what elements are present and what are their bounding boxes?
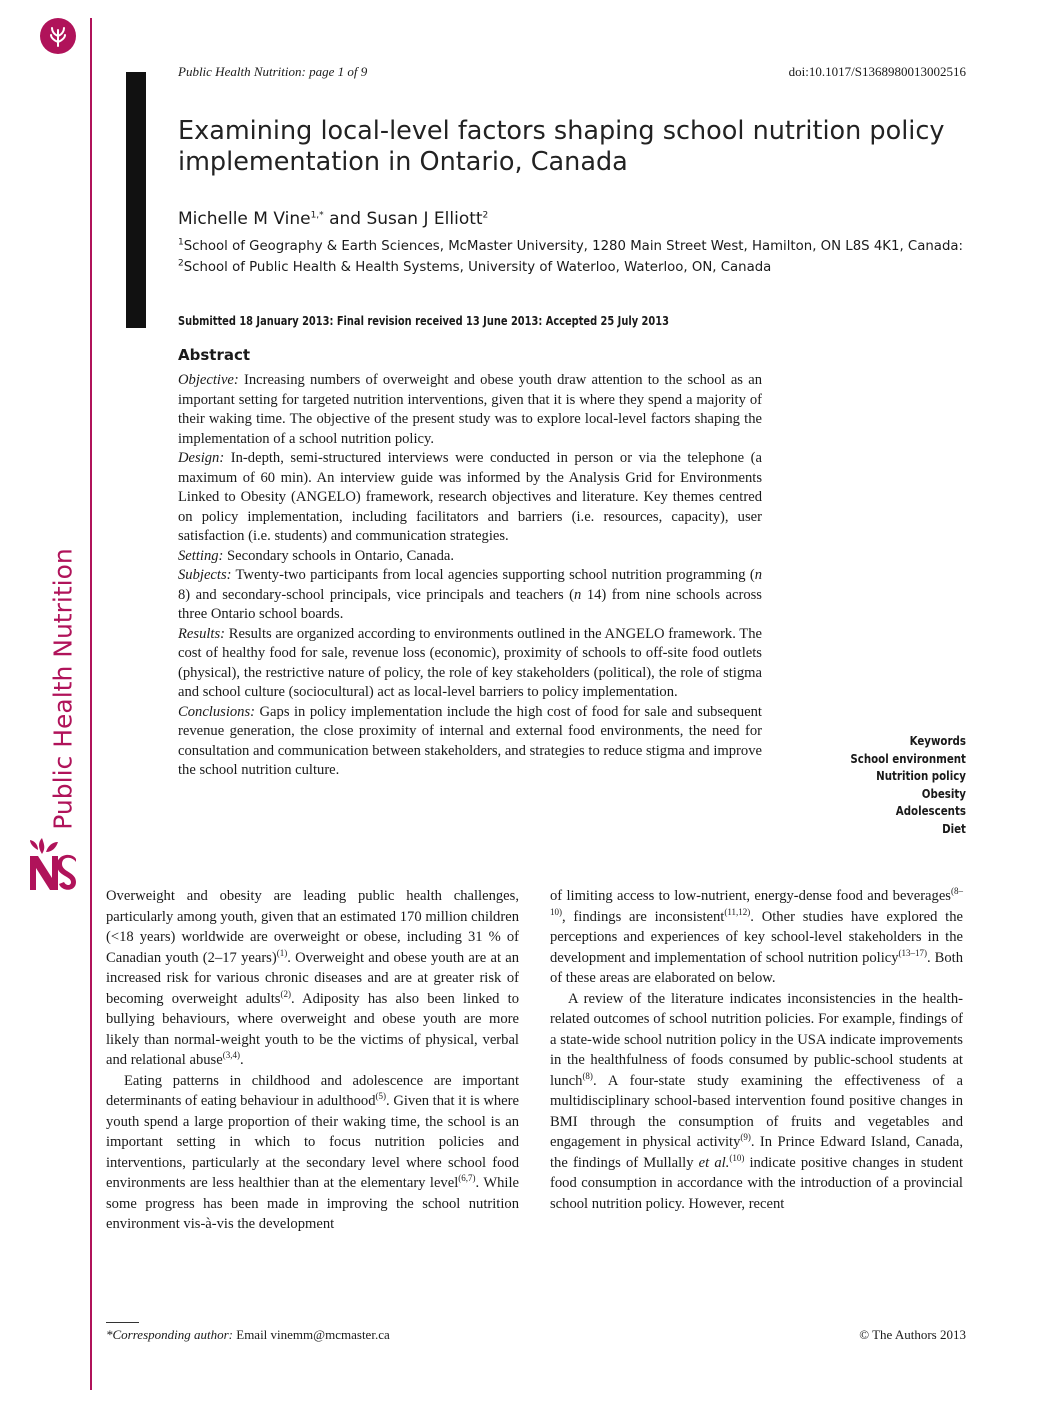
body-text: . A four-state study examining the effectiveness of a multidisciplinary school-based intervention found positive changes in BMI through the consumption of fruits and vegetables and engagement in physical activity <box>550 1072 963 1150</box>
body-text: of limiting access to low-nutrient, energy-dense food and beverages <box>550 888 951 904</box>
results-label: Results: <box>178 625 226 642</box>
citation: (8) <box>582 1070 593 1081</box>
setting-text: Secondary schools in Ontario, Canada. <box>223 547 455 564</box>
subjects-text-a: Twenty-two participants from local agencies supporting school nutrition programming ( <box>231 567 755 583</box>
footnote-rule <box>106 1322 139 1323</box>
left-rule <box>90 18 92 1390</box>
body-paragraph <box>550 886 963 989</box>
abstract-subjects <box>178 566 762 625</box>
abstract-conclusions <box>178 703 762 781</box>
citation: (13–17) <box>898 947 928 958</box>
author-1: Michelle M Vine <box>178 209 311 229</box>
body-text: . Overweight and obese youth are at an increased risk for various chronic diseases and are at greater risk of becoming overweight adults <box>106 949 520 1007</box>
abstract-objective <box>178 371 762 449</box>
body-text: . Given that it is where youth spend a large proportion of their waking time, the school is an important setting in which to focus nutrition policies and interventions, particularly at the secondary level where school food environments are less healthier than at the elementary level <box>106 1093 519 1191</box>
body-text: Overweight and obesity are leading public health challenges, particularly among youth, given that an estimated 170 million children (<18 years) worldwide are overweight or obese, including 31 % of Canadian youth (2–17 years) <box>106 888 519 966</box>
subjects-label: Subjects: <box>178 567 232 583</box>
citation: (11,12) <box>724 906 751 917</box>
body-paragraph <box>106 1071 519 1235</box>
body-text: . <box>239 1052 244 1068</box>
body-paragraph <box>550 989 963 1215</box>
keyword-item: Diet <box>942 820 966 836</box>
running-header-doi: doi:10.1017/S1368980013002516 <box>788 64 966 79</box>
objective-label: Objective: <box>178 372 239 388</box>
author-2-affiliation: 2 <box>482 210 489 221</box>
citation: (3,4) <box>222 1050 240 1061</box>
affiliation-1: School of Geography & Earth Sciences, McMaster University, 1280 Main Street West, Hamilton, ON L8S 4K1, Canada: <box>183 239 964 254</box>
article-title: Examining local-level factors shaping school nutrition policy implementation in Ontario, Canada <box>178 116 945 177</box>
copyright: © The Authors 2013 <box>859 1327 966 1342</box>
keywords-heading: Keywords <box>909 733 966 748</box>
abstract-setting <box>178 547 762 567</box>
citation: (5) <box>375 1091 387 1102</box>
author-conjunction: and <box>323 209 367 229</box>
keyword-item: Nutrition policy <box>876 768 966 783</box>
journal-logo-icon <box>40 18 76 54</box>
submission-dates: Submitted 18 January 2013: Final revision received 13 June 2013: Accepted 25 July 2013 <box>178 314 669 328</box>
citation: (9) <box>740 1132 751 1143</box>
author-2: Susan J Elliott <box>366 209 483 229</box>
subjects-n2: n <box>574 586 582 603</box>
body-text: . Other studies have explored the perceptions and experiences of key school-level stakeholders in the development and implementation of school nutrition policy <box>550 908 964 966</box>
keyword-item: School environment <box>850 750 966 766</box>
keywords-box <box>850 732 966 837</box>
author-1-affiliation: 1,* <box>310 210 324 221</box>
citation: (6,7) <box>458 1173 476 1184</box>
abstract-design <box>178 449 762 547</box>
corr-label: *Corresponding author: <box>106 1327 233 1342</box>
body-text: indicate positive changes in student food consumption in accordance with the introduction of a provincial school nutrition policy. However, recent <box>550 1154 963 1212</box>
affiliation-2: School of Public Health & Health Systems, University of Waterloo, Waterloo, ON, Canada <box>183 260 772 275</box>
body-text: . Both of these areas are elaborated on below. <box>550 949 963 986</box>
body-column-left <box>106 886 519 1235</box>
keyword-item: Obesity <box>921 785 966 801</box>
body-text: , findings are inconsistent <box>562 908 725 925</box>
citation: (1) <box>276 947 288 958</box>
title-accent-bar <box>126 72 146 328</box>
conclusions-text: Gaps in policy implementation include the high cost of food for sale and subsequent revenue generation, the close proximity of internal and external food environments, the need for consultation and communication between stakeholders, and strategies to reduce stigma and improve the school nutrition culture. <box>178 703 762 778</box>
affiliation-1-marker: 1 <box>178 237 184 248</box>
corr-email: Email vinemm@mcmaster.ca <box>233 1327 390 1342</box>
affiliation-2-marker: 2 <box>178 258 184 269</box>
body-text: Eating patterns in childhood and adolescence are important determinants of eating behaviour in adulthood <box>106 1072 519 1109</box>
subjects-text-c: 14) from nine schools across three Ontario school boards. <box>178 586 762 622</box>
ns-logo-icon <box>26 832 80 894</box>
keyword-item: Adolescents <box>895 803 966 818</box>
citation: (8–10) <box>550 886 963 917</box>
body-column-right <box>550 886 963 1214</box>
subjects-text-b: 8) and secondary-school principals, vice principals and teachers ( <box>178 586 575 603</box>
design-label: Design: <box>178 450 225 466</box>
design-text: In-depth, semi-structured interviews were conducted in person or via the telephone (a maximum of 60 min). An interview guide was informed by the Analysis Grid for Environments Linked to Obesity (ANGELO) framework, research objectives and literature. Key themes centred on policy implementation, including facilitators and barriers (i.e. resources, capacity), user satisfaction (i.e. students) and communication strategies. <box>178 450 762 544</box>
abstract-heading: Abstract <box>178 346 251 364</box>
body-text: A review of the literature indicates inconsistencies in the health-related outcomes of school nutrition policies. For example, findings of a state-wide school nutrition policy in the USA indicate improvements in the healthfulness of foods consumed by public-school students at lunch <box>550 990 963 1089</box>
results-text: Results are organized according to environments outlined in the ANGELO framework. The cost of healthy food for sale, revenue loss (economic), proximity of schools to off-site food outlets (physical), the restrictive nature of policy, the role of key stakeholders (political), the role of stigma and school culture (sociocultural) act as local-level barriers to policy implementation. <box>178 625 762 700</box>
body-text: . While some progress has been made in improving the school nutrition environment vis-à-vis the development <box>106 1175 519 1232</box>
citation: (2) <box>280 988 291 999</box>
citation: (10) <box>729 1152 745 1163</box>
body-text: . Adiposity has also been linked to bullying behaviours, where overweight and obese youth are more likely than normal-weight youth to be the victims of physical, verbal and relational abuse <box>106 990 519 1068</box>
body-paragraph <box>106 886 519 1071</box>
conclusions-label: Conclusions: <box>178 703 256 720</box>
abstract-results <box>178 625 762 703</box>
subjects-n1: n <box>754 567 762 583</box>
setting-label: Setting: <box>178 547 224 564</box>
body-text: . In Prince Edward Island, Canada, the findings of Mullally <box>550 1134 964 1171</box>
objective-text: Increasing numbers of overweight and obese youth draw attention to the school as an important setting for targeted nutrition interventions, given that it is where they spend a majority of their waking time. The objective of the present study was to explore local-level factors shaping the implementation of a school nutrition policy. <box>178 372 762 447</box>
affiliations <box>178 236 968 278</box>
author-line <box>178 209 488 229</box>
corresponding-author <box>106 1327 390 1343</box>
running-header-journal: Public Health Nutrition: page 1 of 9 <box>178 64 368 79</box>
abstract-body <box>178 371 762 781</box>
journal-name-vertical: Public Health Nutrition <box>48 548 78 830</box>
et-al: et al. <box>698 1154 730 1171</box>
